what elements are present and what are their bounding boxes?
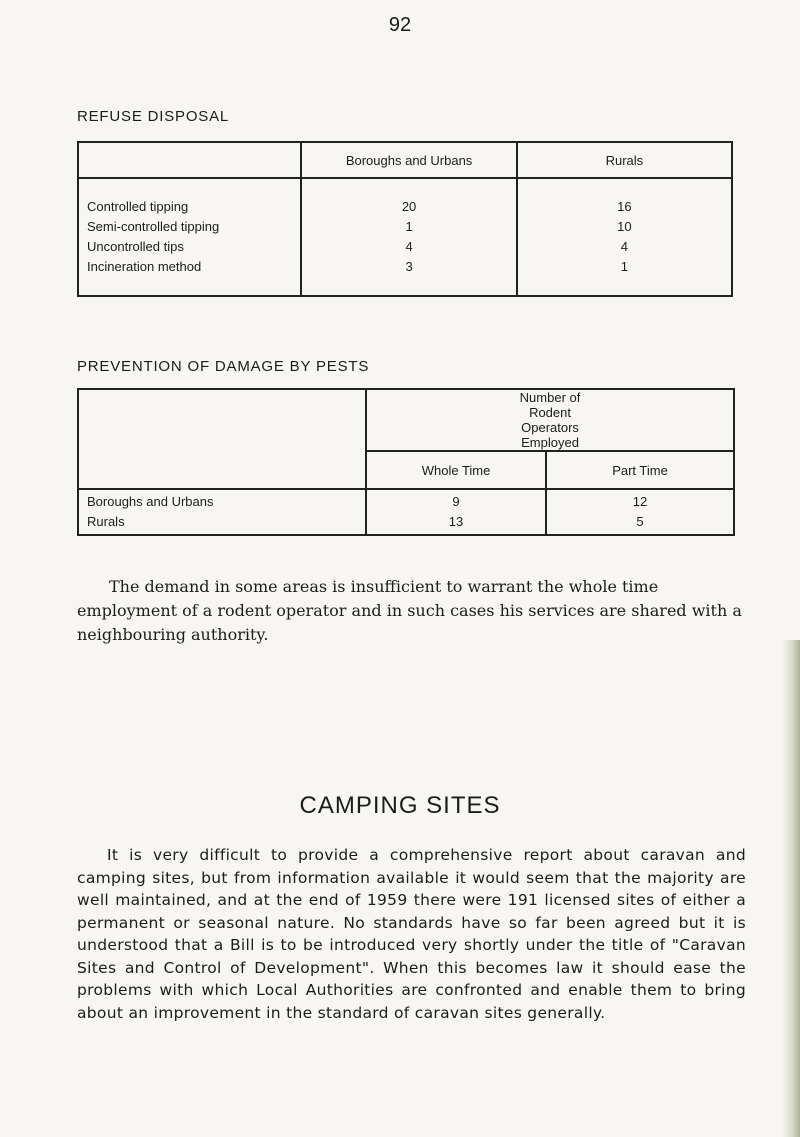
table-body-row xyxy=(78,489,734,535)
pests-note-paragraph: The demand in some areas is insufficient to warrant the whole time employment of a rodent operator and in such cases his services are shared with a neighbouring authority. xyxy=(77,577,742,644)
row-label: Boroughs and Urbans xyxy=(87,494,214,509)
table-cell: 20 xyxy=(401,199,417,214)
table-body-row xyxy=(78,178,732,296)
table-cell: 1 xyxy=(620,259,628,274)
camping-sites-paragraph: It is very difficult to provide a comprehensive report about caravan and camping sites, but from information available it would seem that the majority are well maintained, and at the end of 1959 there were 191 licensed sites of either a permanent or seasonal nature. No standards have so far been agreed but it is understood that a Bill is to be introduced very shortly under the title of "Caravan Sites and Control of Development". When this becomes law it should ease the problems with which Local Authorities are confronted and enable them to bring about an improvement in the standard of caravan sites generally. xyxy=(77,846,746,1022)
table-cell: 16 xyxy=(617,199,632,214)
table-header-row xyxy=(78,142,732,178)
part-time-values-cell xyxy=(546,489,734,535)
boroughs-values-cell xyxy=(301,178,516,296)
pests-heading: PREVENTION OF DAMAGE BY PESTS xyxy=(77,358,370,375)
camping-sites-heading: CAMPING SITES xyxy=(299,792,501,819)
table-header-cell xyxy=(78,389,366,489)
table-header-cell: Boroughs and Urbans xyxy=(301,142,516,178)
table-cell: 12 xyxy=(632,494,648,509)
row-labels-cell xyxy=(78,178,301,296)
rurals-values-cell xyxy=(517,178,732,296)
table-header-cell: Whole Time xyxy=(366,451,546,489)
row-labels-cell xyxy=(78,489,366,535)
table-cell: 1 xyxy=(405,219,413,234)
pests-table xyxy=(77,388,735,536)
page-edge-shadow xyxy=(782,640,800,1137)
refuse-disposal-heading: REFUSE DISPOSAL xyxy=(77,108,230,125)
row-label: Rurals xyxy=(87,514,125,529)
whole-time-values-cell xyxy=(366,489,546,535)
table-cell: 9 xyxy=(452,494,460,509)
table-header-cell: Rurals xyxy=(517,142,732,178)
table-cell: 4 xyxy=(620,239,628,254)
rodent-operators-group-header: Number of Rodent Operators Employed xyxy=(366,389,734,451)
table-cell: 4 xyxy=(405,239,413,254)
row-label: Semi-controlled tipping xyxy=(87,219,220,234)
row-label: Controlled tipping xyxy=(87,199,189,214)
table-header-row xyxy=(78,389,734,451)
row-label: Incineration method xyxy=(87,259,202,274)
table-cell: 10 xyxy=(617,219,632,234)
page-number: 92 xyxy=(388,14,412,36)
table-cell: 5 xyxy=(636,514,644,529)
table-header-cell xyxy=(78,142,301,178)
refuse-disposal-table xyxy=(77,141,733,297)
table-cell: 13 xyxy=(448,514,464,529)
table-cell: 3 xyxy=(405,259,413,274)
table-header-cell: Part Time xyxy=(546,451,734,489)
row-label: Uncontrolled tips xyxy=(87,239,184,254)
